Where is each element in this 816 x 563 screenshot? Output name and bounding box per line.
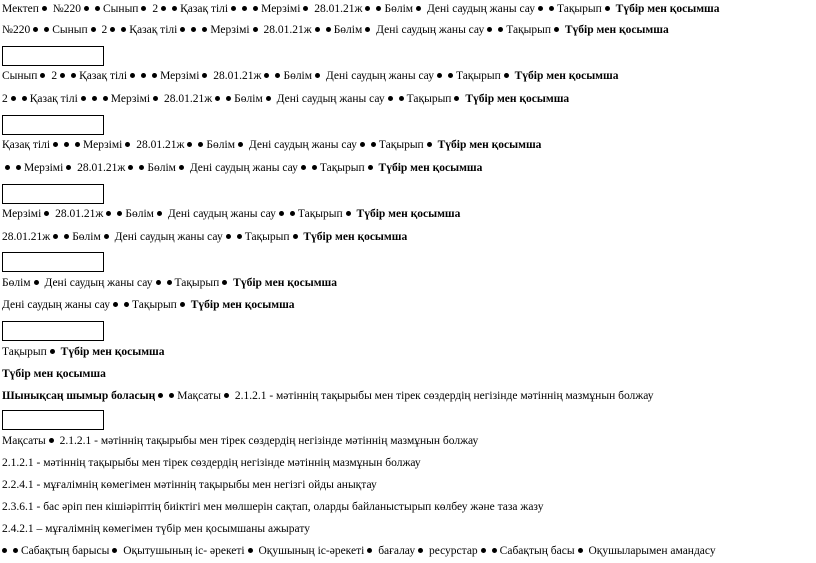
label-date: 28.01.21ж xyxy=(136,139,185,151)
bullet-dot-icon xyxy=(437,73,442,78)
bullet-dot-icon xyxy=(368,165,373,170)
label-takyryp-val: Түбір мен қосымша xyxy=(465,93,570,105)
label-merzimi: Мерзімі xyxy=(210,24,250,36)
bullet-dot-icon xyxy=(202,27,207,32)
bullet-dot-icon xyxy=(5,165,10,170)
header-line-2 xyxy=(2,23,669,37)
bullet-dot-icon xyxy=(33,27,38,32)
bullet-dot-icon xyxy=(253,6,258,11)
bullet-dot-icon xyxy=(418,548,423,553)
empty-cell-box xyxy=(2,115,104,135)
header-line-5 xyxy=(2,138,541,152)
label-synyp-val: 2 xyxy=(152,3,159,15)
bullet-dot-icon xyxy=(103,96,108,101)
bullet-dot-icon xyxy=(152,73,157,78)
bullet-dot-icon xyxy=(124,302,129,307)
bullet-dot-icon xyxy=(75,142,80,147)
label-bolim-val: Дені саудың жаны сау xyxy=(426,3,535,15)
label-sabak-basy: Сабақтың басы xyxy=(499,545,575,557)
bullet-dot-icon xyxy=(187,142,192,147)
bullet-dot-icon xyxy=(326,27,331,32)
bullet-dot-icon xyxy=(95,6,100,11)
bullet-dot-icon xyxy=(42,6,47,11)
bullet-dot-icon xyxy=(416,6,421,11)
label-bolim-val: Дені саудың жаны сау xyxy=(376,24,485,36)
label-date: 28.01.21ж xyxy=(55,208,104,220)
label-takyryp-val: Түбір мен қосымша xyxy=(303,231,408,243)
bullet-dot-icon xyxy=(167,280,172,285)
label-bolim-val: Дені саудың жаны сау xyxy=(44,277,153,289)
empty-cell-box xyxy=(2,252,104,272)
bullet-dot-icon xyxy=(279,211,284,216)
label-takyryp-val: Түбір мен қосымша xyxy=(564,24,669,36)
label-maksaty: Мақсаты xyxy=(2,435,46,447)
label-takyryp: Тақырып xyxy=(455,70,501,82)
label-kazak: Қазақ тілі xyxy=(129,24,178,36)
label-kazak: Қазақ тілі xyxy=(29,93,78,105)
bullet-dot-icon xyxy=(376,6,381,11)
bullet-dot-icon xyxy=(110,27,115,32)
label-bolim: Бөлім xyxy=(147,162,176,174)
bullet-dot-icon xyxy=(104,234,109,239)
bullet-dot-icon xyxy=(224,393,229,398)
bullet-dot-icon xyxy=(346,211,351,216)
goal-line-maksaty xyxy=(2,434,478,448)
label-date: 28.01.21ж xyxy=(2,231,51,243)
label-bolim: Бөлім xyxy=(333,24,363,36)
bullet-dot-icon xyxy=(448,73,453,78)
bullet-dot-icon xyxy=(191,27,196,32)
label-merzimi: Мерзімі xyxy=(160,70,200,82)
label-kazak: Қазақ тілі xyxy=(79,70,128,82)
bullet-dot-icon xyxy=(92,96,97,101)
label-synyp: Сынып xyxy=(52,24,88,36)
bullet-dot-icon xyxy=(40,73,45,78)
bullet-dot-icon xyxy=(44,27,49,32)
label-merzimi: Мерзімі xyxy=(261,3,301,15)
label-takyryp-val: Түбір мен қосымша xyxy=(2,368,106,380)
bullet-dot-icon xyxy=(301,165,306,170)
label-takyryp: Тақырып xyxy=(2,346,47,358)
bullet-dot-icon xyxy=(153,96,158,101)
label-takyryp-val: Түбір мен қосымша xyxy=(437,139,542,151)
bullet-dot-icon xyxy=(371,142,376,147)
bullet-dot-icon xyxy=(161,6,166,11)
bullet-dot-icon xyxy=(454,96,459,101)
bullet-dot-icon xyxy=(538,6,543,11)
bullet-dot-icon xyxy=(16,165,21,170)
bullet-dot-icon xyxy=(49,438,54,443)
label-date: 28.01.21ж xyxy=(314,3,363,15)
label-takyryp-val: Түбір мен қосымша xyxy=(60,346,165,358)
label-takyryp: Тақырып xyxy=(406,93,452,105)
label-bagalau: бағалау xyxy=(378,545,416,557)
label-goal1-plain: 2.1.2.1 - мәтіннің тақырыбы мен тірек сөздердің негізінде мәтіннің мазмұнын болжау xyxy=(2,457,421,469)
label-okytushy: Оқытушының іс- әрекеті xyxy=(123,545,245,557)
bullet-dot-icon xyxy=(248,548,253,553)
bullet-dot-icon xyxy=(53,234,58,239)
bullet-dot-icon xyxy=(492,548,497,553)
bullet-dot-icon xyxy=(399,96,404,101)
bullet-dot-icon xyxy=(481,548,486,553)
bullet-dot-icon xyxy=(64,234,69,239)
bullet-dot-icon xyxy=(113,302,118,307)
label-date: 28.01.21ж xyxy=(263,24,312,36)
bullet-dot-icon xyxy=(303,6,308,11)
label-okushy: Оқушының іс-әрекеті xyxy=(258,545,365,557)
label-takyryp: Тақырып xyxy=(506,24,551,36)
label-okushylarmen: Оқушыларымен амандасу xyxy=(588,545,716,557)
empty-cell-box xyxy=(2,46,104,66)
bullet-dot-icon xyxy=(179,165,184,170)
label-bolim-val: Дені саудың жаны сау xyxy=(167,208,276,220)
bullet-dot-icon xyxy=(141,73,146,78)
label-takyryp-val: Түбір мен қосымша xyxy=(378,162,483,174)
bullet-dot-icon xyxy=(226,96,231,101)
goal-line-3 xyxy=(2,500,544,514)
lesson-flow-line xyxy=(2,544,716,558)
label-synyp-val: 2 xyxy=(101,24,108,36)
bullet-dot-icon xyxy=(605,6,610,11)
label-synyp: Сынып xyxy=(103,3,139,15)
bullet-dot-icon xyxy=(365,27,370,32)
header-line-8 xyxy=(2,230,407,244)
bullet-dot-icon xyxy=(66,165,71,170)
bullet-dot-icon xyxy=(315,73,320,78)
bullet-dot-icon xyxy=(11,96,16,101)
label-bolim: Бөлім xyxy=(283,70,313,82)
bullet-dot-icon xyxy=(125,142,130,147)
empty-cell-box xyxy=(2,410,104,430)
label-goal3: 2.3.6.1 - бас әріп пен кішіәріптің биіктігі мен мөлшерін сақтап, оларды байланыстырып көлбеу және таза жазу xyxy=(2,501,544,513)
label-sabak-barysy: Сабақтың барысы xyxy=(21,545,110,557)
label-resurstar: ресурстар xyxy=(428,545,478,557)
bullet-dot-icon xyxy=(180,27,185,32)
bullet-dot-icon xyxy=(81,96,86,101)
label-synyp-val: 2 xyxy=(2,93,8,105)
bullet-dot-icon xyxy=(215,96,220,101)
header-line-1 xyxy=(2,2,719,16)
empty-cell-box xyxy=(2,321,104,341)
bullet-dot-icon xyxy=(504,73,509,78)
bullet-dot-icon xyxy=(53,142,58,147)
bullet-dot-icon xyxy=(34,280,39,285)
bullet-dot-icon xyxy=(293,234,298,239)
label-bolim: Бөлім xyxy=(206,139,235,151)
label-goal2: 2.2.4.1 - мұғалімнің көмегімен мәтіннің тақырыбы мен негізгі ойды анықтау xyxy=(2,479,377,491)
bullet-dot-icon xyxy=(121,27,126,32)
label-goal1: 2.1.2.1 - мәтіннің тақырыбы мен тірек сөздердің негізінде мәтіннің мазмұнын болжау xyxy=(234,390,654,402)
label-bolim: Бөлім xyxy=(72,231,101,243)
topic-line xyxy=(2,367,106,381)
bullet-dot-icon xyxy=(266,96,271,101)
label-bolim: Бөлім xyxy=(2,277,31,289)
bullet-dot-icon xyxy=(242,6,247,11)
label-nomer: №220 xyxy=(2,24,31,36)
header-line-10 xyxy=(2,298,295,312)
bullet-dot-icon xyxy=(22,96,27,101)
bullet-dot-icon xyxy=(130,73,135,78)
bullet-dot-icon xyxy=(180,302,185,307)
label-kazak: Қазақ тілі xyxy=(180,3,229,15)
label-takyryp: Тақырып xyxy=(132,299,177,311)
bullet-dot-icon xyxy=(367,548,372,553)
bullet-dot-icon xyxy=(498,27,503,32)
bullet-dot-icon xyxy=(106,211,111,216)
bullet-dot-icon xyxy=(2,548,7,553)
label-nomer: №220 xyxy=(52,3,82,15)
label-takyryp-val: Түбір мен қосымша xyxy=(356,208,461,220)
bullet-dot-icon xyxy=(91,27,96,32)
bullet-dot-icon xyxy=(112,548,117,553)
bullet-dot-icon xyxy=(226,234,231,239)
label-takyryp-val: Түбір мен қосымша xyxy=(514,70,619,82)
bullet-dot-icon xyxy=(231,6,236,11)
bullet-dot-icon xyxy=(157,211,162,216)
label-bolim-val: Дені саудың жаны сау xyxy=(325,70,434,82)
bullet-dot-icon xyxy=(169,393,174,398)
label-takyryp: Тақырып xyxy=(556,3,602,15)
bullet-dot-icon xyxy=(360,142,365,147)
bullet-dot-icon xyxy=(117,211,122,216)
bullet-dot-icon xyxy=(290,211,295,216)
bullet-dot-icon xyxy=(365,6,370,11)
label-bolim: Бөлім xyxy=(125,208,154,220)
bullet-dot-icon xyxy=(388,96,393,101)
header-line-9 xyxy=(2,276,337,290)
header-line-4 xyxy=(2,92,569,106)
bullet-dot-icon xyxy=(50,349,55,354)
label-date: 28.01.21ж xyxy=(163,93,213,105)
label-takyryp: Тақырып xyxy=(174,277,220,289)
label-synyp: Сынып xyxy=(2,70,38,82)
goal-line-title xyxy=(2,389,654,403)
label-merzimi: Мерзімі xyxy=(2,208,42,220)
label-merzimi: Мерзімі xyxy=(24,162,64,174)
bullet-dot-icon xyxy=(128,165,133,170)
label-bolim-val: Дені саудың жаны сау xyxy=(114,231,223,243)
empty-cell-box xyxy=(2,184,104,204)
label-kazak: Қазақ тілі xyxy=(2,139,51,151)
bullet-dot-icon xyxy=(238,142,243,147)
bullet-dot-icon xyxy=(172,6,177,11)
label-takyryp-val: Түбір мен қосымша xyxy=(615,3,720,15)
header-line-11 xyxy=(2,345,165,359)
label-takyryp: Тақырып xyxy=(297,208,343,220)
header-line-6 xyxy=(2,161,482,175)
bullet-dot-icon xyxy=(139,165,144,170)
label-goal1: 2.1.2.1 - мәтіннің тақырыбы мен тірек сөздердің негізінде мәтіннің мазмұнын болжау xyxy=(59,435,479,447)
label-bolim-val: Дені саудың жаны сау xyxy=(248,139,357,151)
bullet-dot-icon xyxy=(222,280,227,285)
goal-line-2 xyxy=(2,478,377,492)
bullet-dot-icon xyxy=(202,73,207,78)
bullet-dot-icon xyxy=(198,142,203,147)
bullet-dot-icon xyxy=(60,73,65,78)
bullet-dot-icon xyxy=(554,27,559,32)
label-synyp-val: 2 xyxy=(51,70,58,82)
label-takyryp: Тақырып xyxy=(244,231,290,243)
bullet-dot-icon xyxy=(237,234,242,239)
bullet-dot-icon xyxy=(64,142,69,147)
goal-line-1 xyxy=(2,456,421,470)
label-shynyk: Шынықсаң шымыр боласың xyxy=(2,390,156,402)
label-takyryp-val: Түбір мен қосымша xyxy=(190,299,295,311)
bullet-dot-icon xyxy=(253,27,258,32)
label-bolim: Бөлім xyxy=(234,93,263,105)
label-bolim: Бөлім xyxy=(384,3,414,15)
label-merzimi: Мерзімі xyxy=(110,93,151,105)
bullet-dot-icon xyxy=(158,393,163,398)
label-mektep: Мектеп xyxy=(2,3,39,15)
bullet-dot-icon xyxy=(141,6,146,11)
bullet-dot-icon xyxy=(71,73,76,78)
label-bolim-val: Дені саудың жаны сау xyxy=(276,93,385,105)
bullet-dot-icon xyxy=(315,27,320,32)
label-merzimi: Мерзімі xyxy=(83,139,123,151)
label-takyryp-val: Түбір мен қосымша xyxy=(233,277,337,289)
label-date: 28.01.21ж xyxy=(213,70,262,82)
bullet-dot-icon xyxy=(487,27,492,32)
bullet-dot-icon xyxy=(427,142,432,147)
label-bolim-val: Дені саудың жаны сау xyxy=(189,162,298,174)
label-takyryp: Тақырып xyxy=(319,162,365,174)
bullet-dot-icon xyxy=(549,6,554,11)
header-line-3 xyxy=(2,69,618,83)
label-takyryp: Тақырып xyxy=(378,139,424,151)
label-bolim-val: Дені саудың жаны сау xyxy=(2,299,111,311)
bullet-dot-icon xyxy=(13,548,18,553)
bullet-dot-icon xyxy=(312,165,317,170)
bullet-dot-icon xyxy=(156,280,161,285)
bullet-dot-icon xyxy=(264,73,269,78)
goal-line-4 xyxy=(2,522,310,536)
label-maksaty: Мақсаты xyxy=(177,390,221,402)
header-line-7 xyxy=(2,207,460,221)
bullet-dot-icon xyxy=(44,211,49,216)
label-date: 28.01.21ж xyxy=(77,162,126,174)
bullet-dot-icon xyxy=(578,548,583,553)
bullet-dot-icon xyxy=(84,6,89,11)
label-goal4: 2.4.2.1 – мұғалімнің көмегімен түбір мен қосымшаны ажырату xyxy=(2,523,310,535)
bullet-dot-icon xyxy=(275,73,280,78)
